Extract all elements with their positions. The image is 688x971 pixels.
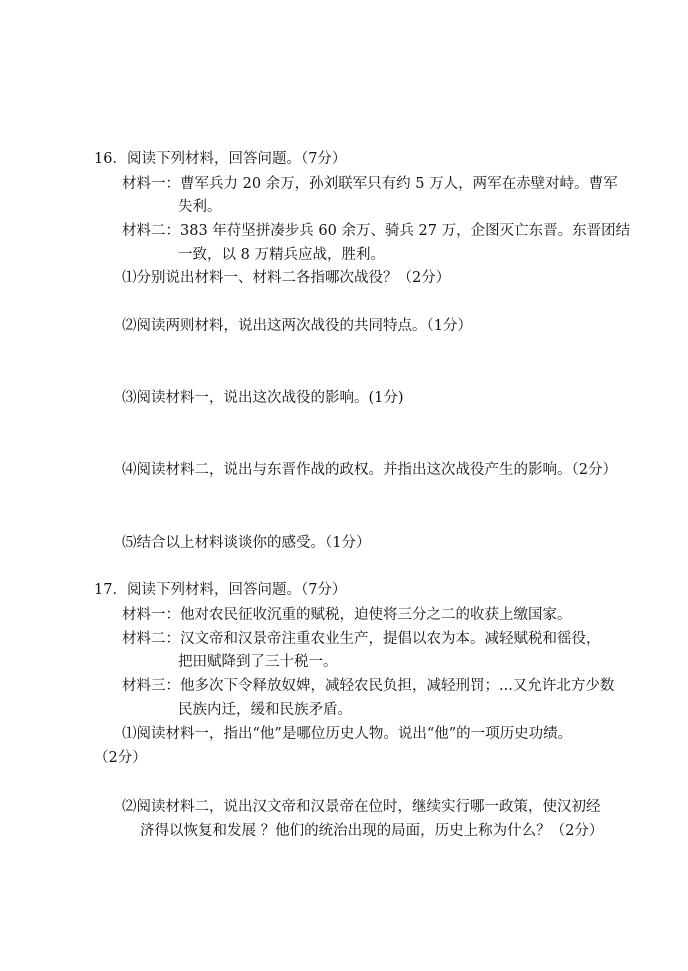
q16-subquestion-1: ⑴分别说出材料一、材料二各指哪次战役？（2分） bbox=[122, 270, 451, 286]
q16-title: 16．阅读下列材料，回答问题。（7分） bbox=[94, 151, 347, 167]
q16-subquestion-3: ⑶阅读材料一，说出这次战役的影响。(1分) bbox=[122, 390, 404, 406]
q17-subquestion-1-line-2: （2分） bbox=[94, 750, 147, 766]
q16-material-2-line-1: 材料二：383 年苻坚拼凑步兵 60 余万、骑兵 27 万，企图灭亡东晋。东晋团结 bbox=[122, 223, 631, 239]
q17-material-2-line-2: 把田赋降到了三十税一。 bbox=[178, 654, 338, 670]
q17-subquestion-1-line-1: ⑴阅读材料一，指出“他”是哪位历史人物。说出“他”的一项历史功绩。 bbox=[122, 726, 573, 742]
q17-material-3-line-1: 材料三：他多次下令释放奴婢，减轻农民负担，减轻刑罚；...又允许北方少数 bbox=[122, 678, 615, 694]
q17-title: 17．阅读下列材料，回答问题。（7分） bbox=[94, 582, 347, 598]
q16-subquestion-4: ⑷阅读材料二，说出与东晋作战的政权。并指出这次战役产生的影响。（2分） bbox=[122, 462, 617, 478]
q16-material-2-line-2: 一致，以 8 万精兵应战，胜利。 bbox=[178, 247, 385, 263]
q17-subquestion-2-line-2: 济得以恢复和发展 ？他们的统治出现的局面，历史上称为什么？（2分） bbox=[140, 823, 604, 839]
q17-subquestion-2-line-1: ⑵阅读材料二，说出汉文帝和汉景帝在位时，继续实行哪一政策，使汉初经 bbox=[122, 799, 601, 815]
q17-material-3-line-2: 民族内迁，缓和民族矛盾。 bbox=[178, 702, 352, 718]
q17-material-1: 材料一：他对农民征收沉重的赋税，迫使将三分之二的收获上缴国家。 bbox=[122, 607, 572, 623]
q16-material-1-line-2: 失利。 bbox=[178, 199, 222, 215]
q17-material-2-line-1: 材料二：汉文帝和汉景帝注重农业生产，提倡以农为本。减轻赋税和徭役， bbox=[122, 631, 601, 647]
q16-subquestion-5: ⑸结合以上材料谈谈你的感受。（1分） bbox=[122, 535, 371, 551]
q16-material-1-line-1: 材料一：曹军兵力 20 余万，孙刘联军只有约 5 万人，两军在赤壁对峙。曹军 bbox=[122, 176, 618, 192]
q16-subquestion-2: ⑵阅读两则材料，说出这两次战役的共同特点。（1分） bbox=[122, 318, 472, 334]
